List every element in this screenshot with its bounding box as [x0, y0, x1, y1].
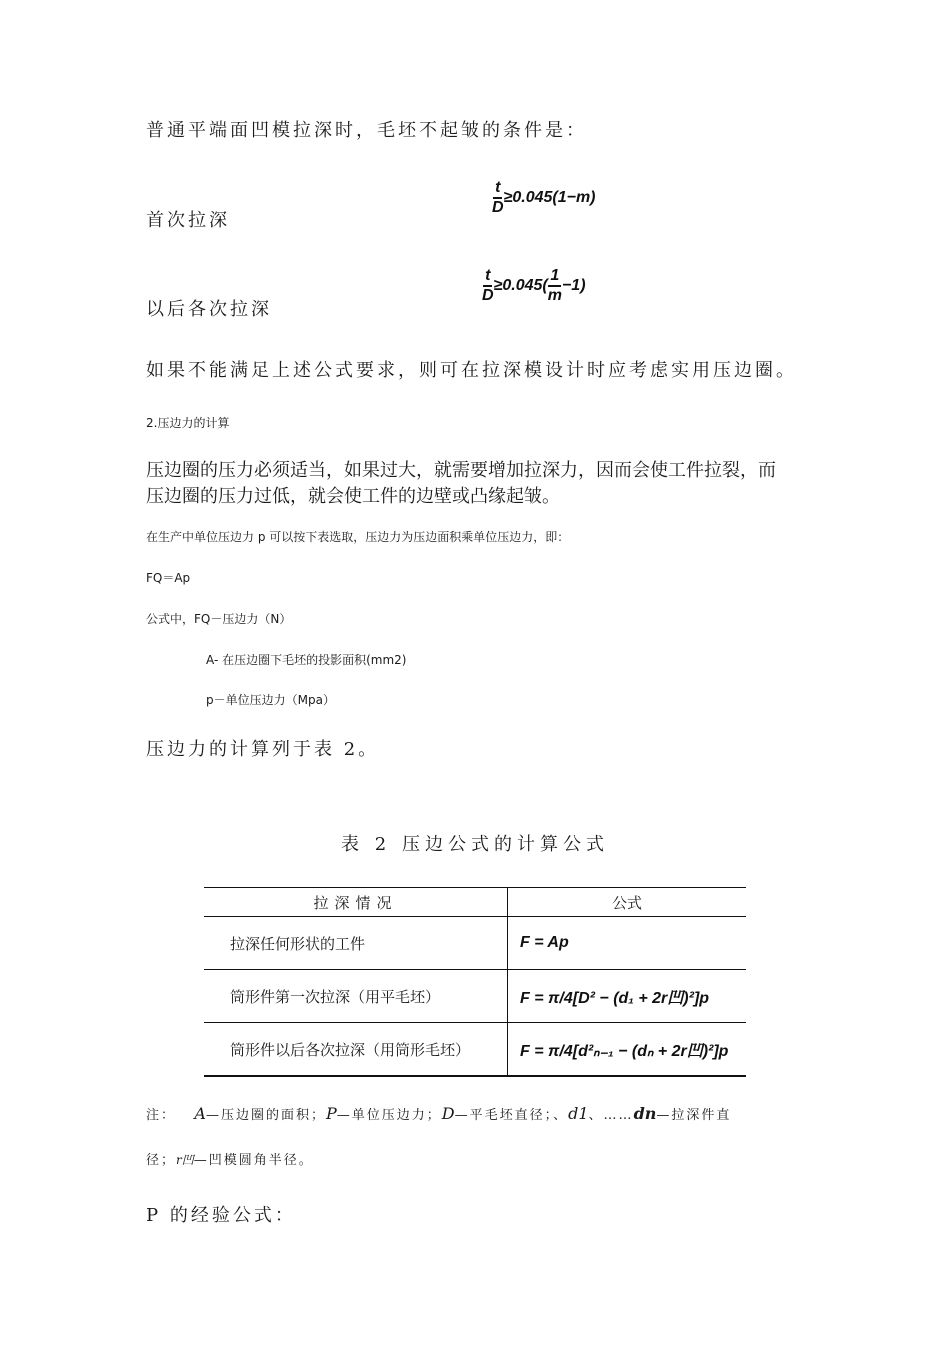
later-draw-label: 以后各次拉深 — [146, 299, 272, 320]
note-a-text: —压边圈的面积； — [205, 1108, 326, 1123]
formula-later-draw — [482, 268, 586, 304]
paragraph-1-line-2: 压边圈的压力过低，就会使工件的边壁或凸缘起皱。 — [146, 486, 560, 507]
note-line2-prefix: 径； — [146, 1153, 177, 1168]
note-r-text: —凹模圆角半径。 — [193, 1153, 314, 1168]
table-row — [204, 970, 746, 1023]
where-line: 公式中，FQ－压边力（N） — [146, 612, 292, 626]
note-dn-symbol: dn — [633, 1104, 657, 1123]
note-d-text: —平毛坯直径；、 — [454, 1108, 569, 1123]
table-cell-formula: F = π/4[D² − (d₁ + 2r凹)²]p — [508, 970, 747, 1023]
where-p: p－单位压边力（Mpa） — [206, 693, 335, 707]
table-row — [204, 917, 746, 970]
note-d1-symbol: d1 — [568, 1104, 589, 1123]
table-reference: 压边力的计算列于表 2。 — [146, 739, 380, 760]
formula2-tail: −1) — [561, 277, 586, 295]
formula2-numerator: t — [483, 268, 492, 287]
equation-fq: FQ＝Ap — [146, 571, 191, 585]
paragraph-2: 在生产中单位压边力 p 可以按下表选取，压边力为压边面积乘单位压边力，即： — [146, 530, 570, 544]
intro-text: 普通平端面凹模拉深时，毛坯不起皱的条件是： — [146, 120, 587, 141]
table-caption: 表 2 压边公式的计算公式 — [341, 834, 609, 855]
table-note-line-1 — [146, 1104, 731, 1123]
formula1-rhs: ≥0.045(1−m) — [503, 189, 596, 207]
table-header-row — [204, 888, 746, 917]
formula-first-draw — [492, 180, 596, 216]
header-formula: 公式 — [508, 888, 747, 917]
where-a: A- 在压边圈下毛坯的投影面积(mm2) — [206, 653, 407, 667]
note-a-symbol: A — [194, 1104, 206, 1123]
table-cell-case: 拉深任何形状的工件 — [204, 917, 508, 970]
pressure-formula-table — [204, 887, 746, 1077]
formula2-mid: ≥0.045( — [493, 277, 548, 295]
table-note-line-2 — [146, 1149, 314, 1168]
formula2-denominator: D — [482, 287, 494, 304]
table-row — [204, 1023, 746, 1077]
note-d-symbol: D — [441, 1104, 455, 1123]
note-r-symbol: r凹 — [176, 1153, 194, 1167]
note-dots: 、…… — [588, 1108, 634, 1123]
paragraph-1-line-1: 压边圈的压力必须适当，如果过大，就需要增加拉深力，因而会使工件拉裂，而 — [146, 460, 776, 481]
table-cell-formula: F = π/4[d²ₙ₋₁ − (dₙ + 2r凹)²]p — [508, 1023, 747, 1077]
note-prefix: 注： — [146, 1108, 177, 1123]
section-heading: 2.压边力的计算 — [146, 416, 230, 430]
table-cell-case: 筒形件以后各次拉深（用筒形毛坯） — [204, 1023, 508, 1077]
formula2-inner-numerator: 1 — [548, 268, 561, 287]
note-dn-text: —拉深件直 — [656, 1108, 732, 1123]
note-p-symbol: P — [326, 1104, 337, 1123]
empirical-formula-heading: P 的经验公式： — [146, 1205, 296, 1226]
formula2-inner-denominator: m — [547, 287, 562, 304]
header-case: 拉深情况 — [204, 888, 508, 917]
table-cell-case: 筒形件第一次拉深（用平毛坯） — [204, 970, 508, 1023]
formula1-denominator: D — [492, 199, 504, 216]
note-p-text: —单位压边力； — [336, 1108, 442, 1123]
table-cell-formula: F = Ap — [508, 917, 747, 970]
first-draw-label: 首次拉深 — [146, 210, 230, 231]
formula1-numerator: t — [493, 180, 502, 199]
condition-note: 如果不能满足上述公式要求，则可在拉深模设计时应考虑实用压边圈。 — [146, 360, 797, 381]
